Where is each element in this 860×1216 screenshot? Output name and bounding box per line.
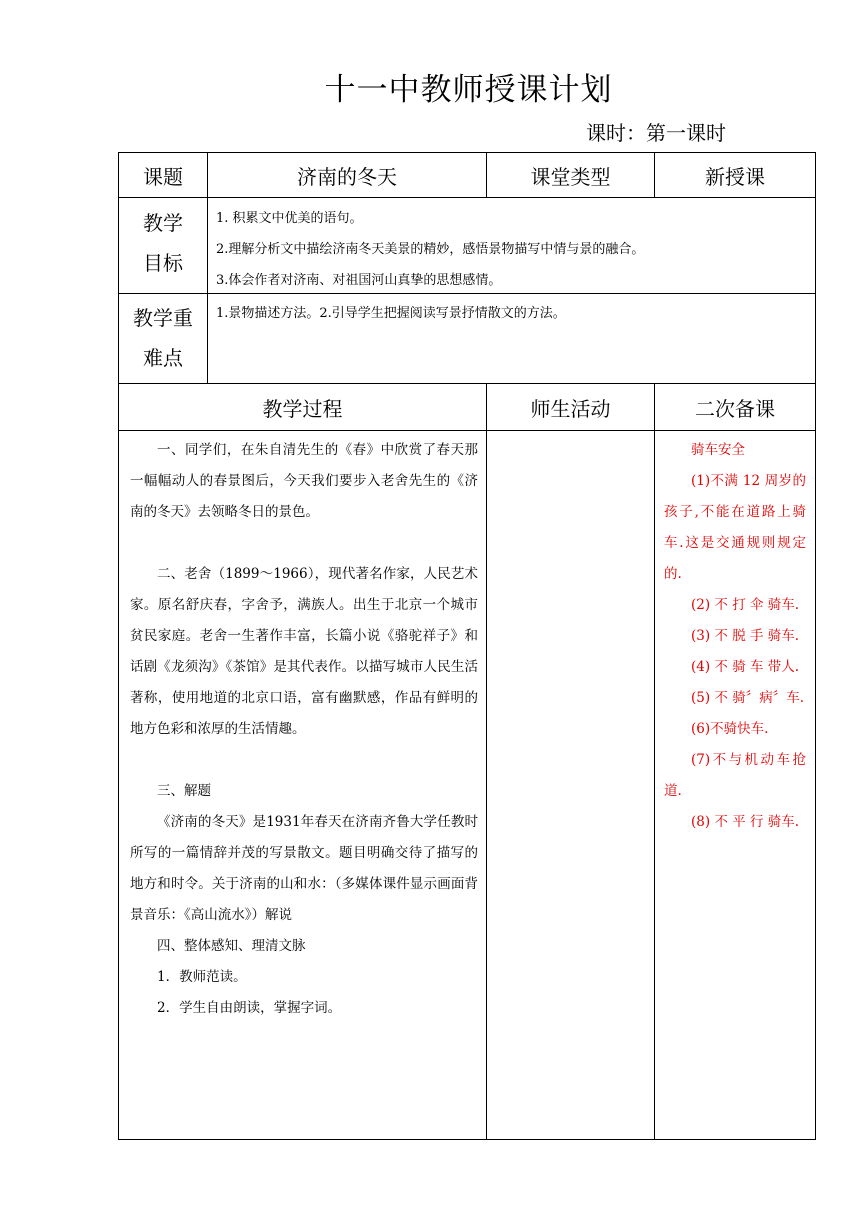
note-item: (4) 不 骑 车 带人. — [691, 659, 800, 675]
process-paragraph: 2．学生自由朗读，掌握字词。 — [157, 1000, 342, 1016]
note-item: (5) 不 骑〞病〞车. — [691, 690, 804, 706]
page-title: 十一中教师授课计划 — [324, 72, 613, 108]
table-border — [654, 383, 655, 1140]
class-period: 课时：第一课时 — [586, 121, 726, 145]
table-border — [118, 1139, 816, 1140]
note-item: (7)不与机动车抢道. — [664, 752, 806, 799]
process-paragraph: 三、解题 — [157, 783, 211, 799]
table-border — [118, 430, 816, 431]
key-points-label — [119, 298, 207, 378]
process-paragraph: 一、同学们，在朱自清先生的《春》中欣赏了春天那一幅幅动人的春景图后，今天我们要步入老舍先生的《济南的冬天》去领略冬日的景色。 — [130, 442, 478, 520]
note-item: (2) 不 打 伞 骑车. — [691, 597, 800, 613]
activity-header: 师生活动 — [530, 396, 611, 421]
goal-item: 3.体会作者对济南、对祖国河山真挚的思想感情。 — [216, 273, 502, 288]
note-item: (8) 不 平 行 骑车. — [691, 814, 800, 830]
key-points-label-line2: 难点 — [143, 346, 183, 370]
goal-item: 1. 积累文中优美的语句。 — [216, 211, 363, 226]
process-paragraph: 1．教师范读。 — [157, 969, 247, 985]
second-prep-notes — [664, 435, 806, 838]
table-border — [118, 197, 816, 198]
note-item: (6)不骑快车. — [691, 721, 769, 737]
process-paragraph: 四、整体感知、理清文脉 — [157, 938, 306, 954]
note-item: 骑车安全 — [691, 442, 745, 458]
goals-label — [119, 203, 207, 283]
note-item: (3) 不 脱 手 骑车. — [691, 628, 800, 644]
table-border — [486, 383, 487, 1140]
table-border — [815, 152, 816, 1140]
process-paragraph — [130, 745, 478, 776]
note-item: (1)不满 12 周岁的孩子,不能在道路上骑车.这是交通规则规定的. — [664, 473, 806, 582]
key-points-content: 1.景物描述方法。2.引导学生把握阅读写景抒情散文的方法。 — [216, 306, 566, 321]
process-header: 教学过程 — [262, 396, 343, 421]
process-paragraph: 《济南的冬天》是1931年春天在济南齐鲁大学任教时所写的一篇情辞并茂的写景散文。题目明确交待了描写的地方和时令。关于济南的山和水：（多媒体课件显示画面背景音乐：《高山流水》）解说 — [130, 814, 478, 923]
topic-value: 济南的冬天 — [297, 164, 397, 189]
goal-item: 2.理解分析文中描绘济南冬天美景的精妙，感悟景物描写中情与景的融合。 — [216, 242, 645, 257]
process-paragraph — [130, 528, 478, 559]
topic-label: 课题 — [143, 164, 183, 189]
goals-label-line1: 教学 — [143, 211, 183, 235]
second-prep-header: 二次备课 — [695, 396, 775, 421]
goals-label-line2: 目标 — [143, 251, 183, 275]
teaching-process — [130, 435, 478, 1024]
process-paragraph: 二、老舍（1899～1966），现代著名作家，人民艺术家。原名舒庆春，字舍予，满族人。出生于北京一个城市贫民家庭。老舍一生著作丰富，长篇小说《骆驼祥子》和话剧《龙须沟》《茶馆》是其代表作。以描写城市人民生活著称，使用地道的北京口语，富有幽默感，作品有鲜明的地方色彩和浓厚的生活情趣。 — [130, 566, 478, 737]
class-type-label: 课堂类型 — [530, 164, 611, 189]
class-type-value: 新授课 — [705, 164, 765, 189]
key-points-label-line1: 教学重 — [133, 306, 193, 330]
goals-content — [216, 203, 806, 296]
